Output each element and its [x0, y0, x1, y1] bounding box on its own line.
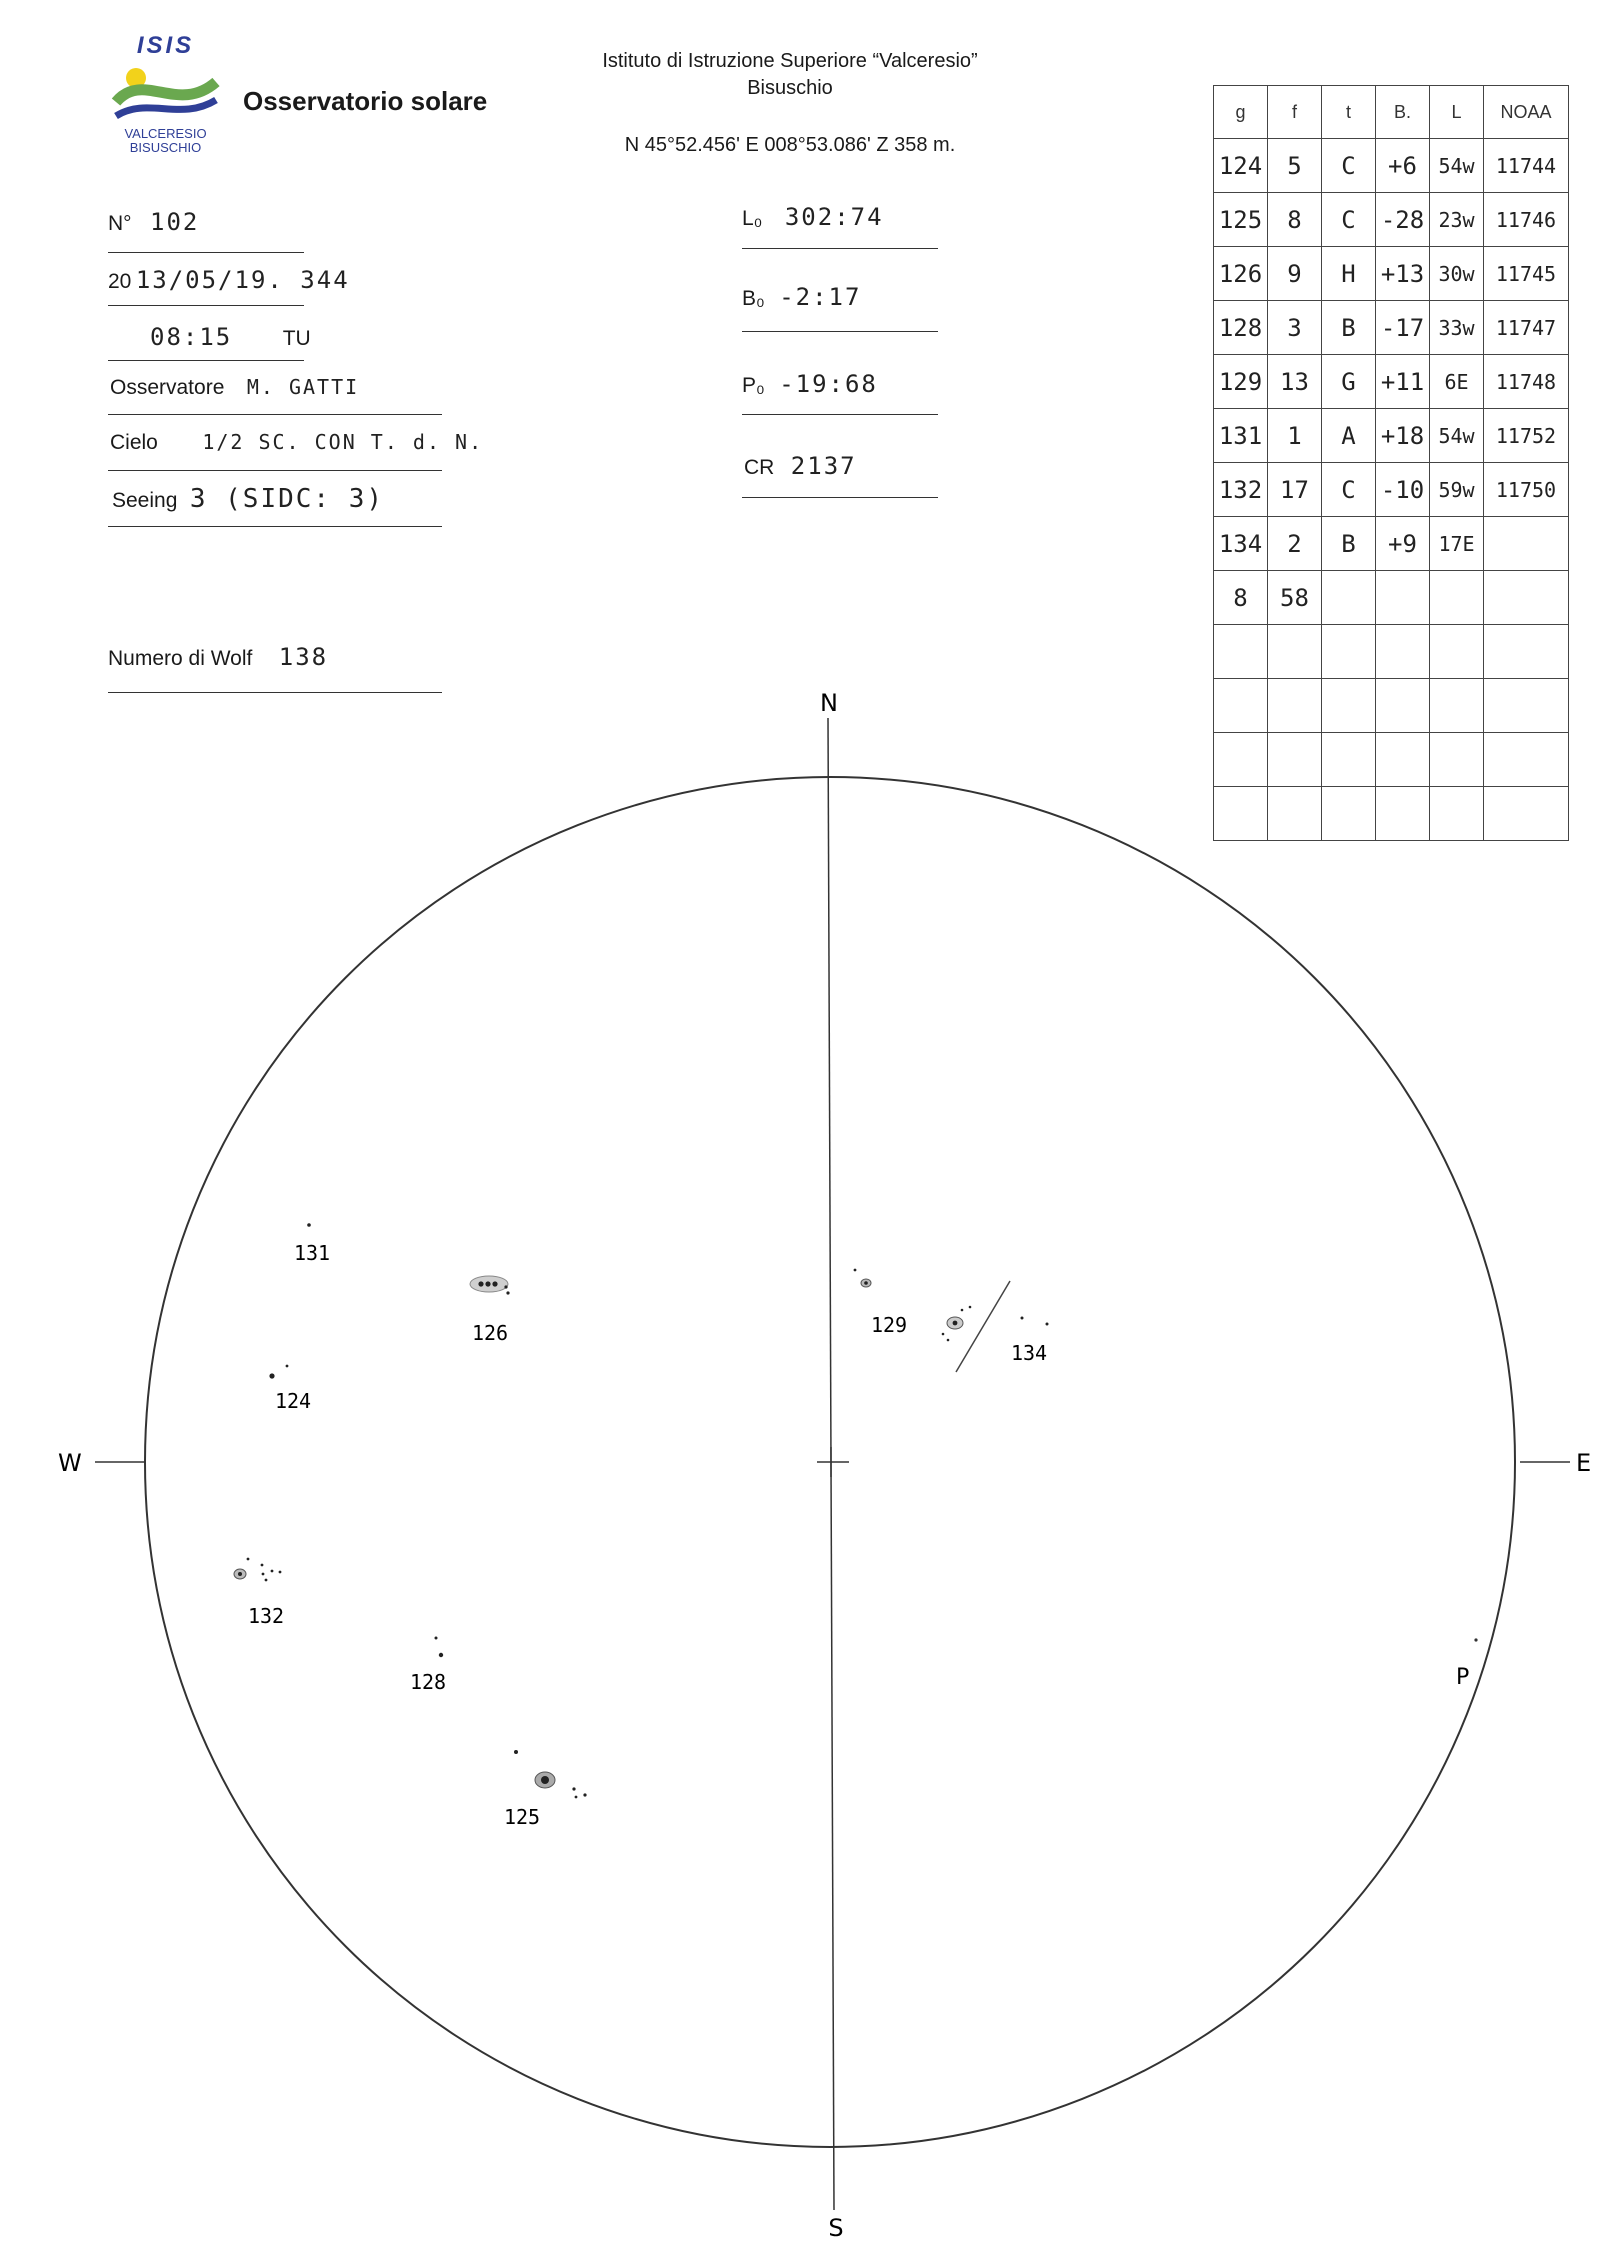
table-cell: +13 [1376, 247, 1430, 301]
cr-value: 2137 [790, 452, 857, 480]
pole-mark-dot [1474, 1638, 1477, 1641]
cr-label: CR [744, 456, 775, 479]
institute-name: Istituto di Istruzione Superiore “Valceresio” [602, 50, 978, 72]
table-cell: 5 [1268, 139, 1322, 193]
table-cell: 2 [1268, 517, 1322, 571]
table-cell: +11 [1376, 355, 1430, 409]
sunspot-group-131 [307, 1223, 311, 1227]
table-cell: 3 [1268, 301, 1322, 355]
table-header-cell: NOAA [1484, 86, 1569, 139]
p0-label: P₀ [742, 374, 765, 397]
table-cell: 8 [1268, 193, 1322, 247]
group-label-129: 129 [870, 1313, 908, 1337]
table-cell: 129 [1214, 355, 1268, 409]
north-label: N [820, 689, 838, 717]
table-cell: +9 [1376, 517, 1430, 571]
p0-value: -19:68 [779, 370, 878, 398]
time-value: 08:15 [150, 323, 233, 351]
group-label-134: 134 [1010, 1341, 1048, 1365]
table-cell: 11747 [1484, 301, 1569, 355]
wolf-value: 138 [278, 643, 329, 671]
table-cell: 128 [1214, 301, 1268, 355]
table-cell: -10 [1376, 463, 1430, 517]
table-cell: C [1322, 139, 1376, 193]
table-cell: +18 [1376, 409, 1430, 463]
table-cell: B [1322, 517, 1376, 571]
table-header-cell: f [1268, 86, 1322, 139]
institute-town: Bisuschio [747, 77, 833, 99]
table-header-cell: L [1430, 86, 1484, 139]
table-cell: 125 [1214, 193, 1268, 247]
sky-value: 1/2 SC. CON T. d. N. [202, 430, 484, 454]
observer-value: M. GATTI [246, 375, 360, 399]
b0-label: B₀ [742, 287, 765, 310]
table-cell: G [1322, 355, 1376, 409]
table-cell: +6 [1376, 139, 1430, 193]
observer-label: Osservatore [110, 376, 225, 399]
table-cell: 33w [1430, 301, 1484, 355]
table-cell: 9 [1268, 247, 1322, 301]
seeing-value: 3 (SIDC: 3) [189, 484, 385, 514]
date-value: 13/05/19. 344 [135, 266, 350, 294]
record-number-label: N° [108, 212, 132, 235]
group-label-132: 132 [247, 1604, 285, 1628]
west-label: W [58, 1449, 82, 1477]
table-cell: 8 [1214, 571, 1268, 625]
table-cell: 11750 [1484, 463, 1569, 517]
table-cell: 59w [1430, 463, 1484, 517]
table-cell: 126 [1214, 247, 1268, 301]
south-label: S [828, 2214, 844, 2242]
table-cell: 30w [1430, 247, 1484, 301]
table-cell: C [1322, 193, 1376, 247]
table-cell: 17E [1430, 517, 1484, 571]
table-header-cell: g [1214, 86, 1268, 139]
table-cell: 11752 [1484, 409, 1569, 463]
table-cell: 13 [1268, 355, 1322, 409]
group-label-126: 126 [471, 1321, 509, 1345]
table-cell: -17 [1376, 301, 1430, 355]
table-cell: 11746 [1484, 193, 1569, 247]
date-prefix: 20 [108, 270, 132, 293]
table-header-cell: t [1322, 86, 1376, 139]
table-cell: 54w [1430, 409, 1484, 463]
table-cell: 11748 [1484, 355, 1569, 409]
record-number-value: 102 [150, 208, 200, 236]
table-cell: B [1322, 301, 1376, 355]
sunspot-group-128 [435, 1637, 444, 1658]
sky-label: Cielo [110, 431, 158, 454]
sunspot-group-129 [854, 1269, 871, 1287]
logo-acronym: ISIS [136, 32, 195, 59]
group-label-124: 124 [274, 1389, 312, 1413]
table-cell: 1 [1268, 409, 1322, 463]
table-cell: 6E [1430, 355, 1484, 409]
table-cell: 54w [1430, 139, 1484, 193]
table-cell: 131 [1214, 409, 1268, 463]
table-cell: H [1322, 247, 1376, 301]
table-cell: 11745 [1484, 247, 1569, 301]
logo-line1: VALCERESIO [124, 126, 207, 141]
l0-label: L₀ [742, 207, 763, 230]
l0-value: 302:74 [784, 203, 884, 231]
table-cell: 134 [1214, 517, 1268, 571]
table-cell: 132 [1214, 463, 1268, 517]
group-label-131: 131 [293, 1241, 331, 1265]
table-cell: A [1322, 409, 1376, 463]
table-cell: 58 [1268, 571, 1322, 625]
table-cell: 124 [1214, 139, 1268, 193]
group-label-128: 128 [409, 1670, 447, 1694]
sunspot-group-125 [514, 1750, 587, 1798]
table-cell: 23w [1430, 193, 1484, 247]
wolf-label: Numero di Wolf [108, 647, 253, 670]
sunspot-group-124 [269, 1365, 288, 1379]
table-cell: 17 [1268, 463, 1322, 517]
sunspot-group-126 [470, 1276, 510, 1295]
b0-value: -2:17 [779, 283, 862, 311]
observatory-coordinates: N 45°52.456' E 008°53.086' Z 358 m. [624, 134, 956, 156]
table-cell: -28 [1376, 193, 1430, 247]
group-label-125: 125 [503, 1805, 541, 1829]
seeing-label: Seeing [112, 489, 178, 512]
page-title: Osservatorio solare [243, 86, 488, 116]
east-label: E [1576, 1449, 1592, 1477]
logo-line2: BISUSCHIO [129, 140, 202, 155]
time-unit: TU [282, 327, 311, 350]
table-cell: C [1322, 463, 1376, 517]
table-cell: 11744 [1484, 139, 1569, 193]
pole-mark-label: P [1456, 1665, 1470, 1690]
table-header-cell: B. [1376, 86, 1430, 139]
sunspot-group-132 [234, 1558, 281, 1582]
